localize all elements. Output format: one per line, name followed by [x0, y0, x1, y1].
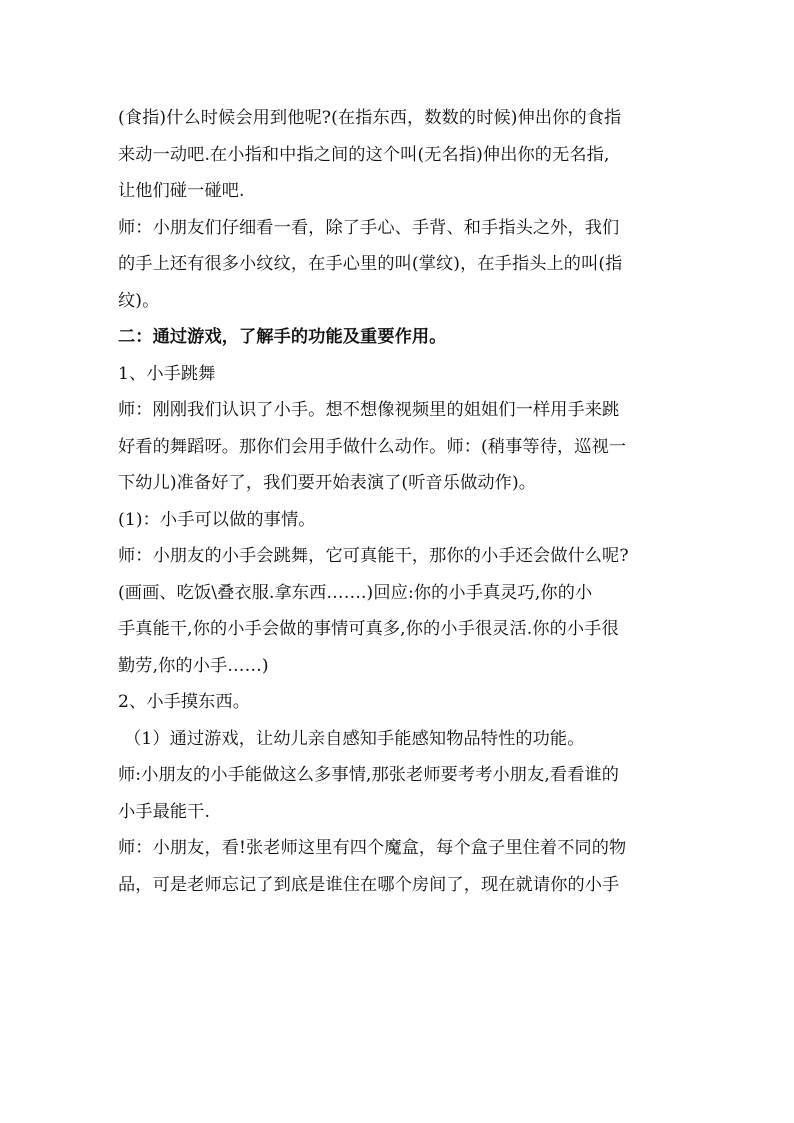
- text-line: 下幼儿)准备好了，我们要开始表演了(听音乐做动作)。: [118, 473, 537, 493]
- text-line: 勤劳,你的小手……): [118, 655, 269, 676]
- text-line: 师：刚刚我们认识了小手。想不想像视频里的姐姐们一样用手来跳: [118, 400, 620, 420]
- text-line: 来动一动吧.在小指和中指之间的这个叫(无名指)伸出你的无名指,: [118, 144, 610, 165]
- document-body: [118, 100, 678, 903]
- text-line: 让他们碰一碰吧.: [118, 181, 245, 201]
- section-heading: 二：通过游戏，了解手的功能及重要作用。: [118, 327, 447, 347]
- text-line: 师:小朋友的小手能做这么多事情,那张老师要考考小朋友,看看谁的: [118, 765, 620, 785]
- text-line: (1)：小手可以做的事情。: [118, 509, 316, 530]
- text-line: 小手最能干.: [118, 801, 211, 822]
- text-line: 纹)。: [118, 290, 160, 311]
- text-line: 师：小朋友们仔细看一看，除了手心、手背、和手指头之外，我们: [118, 217, 620, 238]
- subsection-heading: 2、小手摸东西。: [118, 692, 251, 712]
- text-line: 好看的舞蹈呀。那你们会用手做什么动作。师：(稍事等待，巡视一: [118, 436, 627, 457]
- text-line: (画画、吃饭\叠衣服.拿东西…….)回应:你的小手真灵巧,你的小: [118, 582, 593, 603]
- text-line: (食指)什么时候会用到他呢?(在指东西，数数的时候)伸出你的食指: [118, 108, 622, 128]
- text-line: （1）通过游戏，让幼儿亲自感知手能感知物品特性的功能。: [124, 728, 585, 749]
- text-line: 品，可是老师忘记了到底是谁住在哪个房间了，现在就请你的小手: [118, 874, 620, 895]
- subsection-heading: 1、小手跳舞: [118, 363, 216, 384]
- text-line: 的手上还有很多小纹纹，在手心里的叫(掌纹)，在手指头上的叫(指: [118, 254, 623, 274]
- text-line: 师：小朋友的小手会跳舞，它可真能干，那你的小手还会做什么呢?: [118, 546, 629, 566]
- text-line: 师：小朋友，看!张老师这里有四个魔盒，每个盒子里住着不同的物: [118, 838, 627, 858]
- text-line: 手真能干,你的小手会做的事情可真多,你的小手很灵活.你的小手很: [118, 619, 619, 639]
